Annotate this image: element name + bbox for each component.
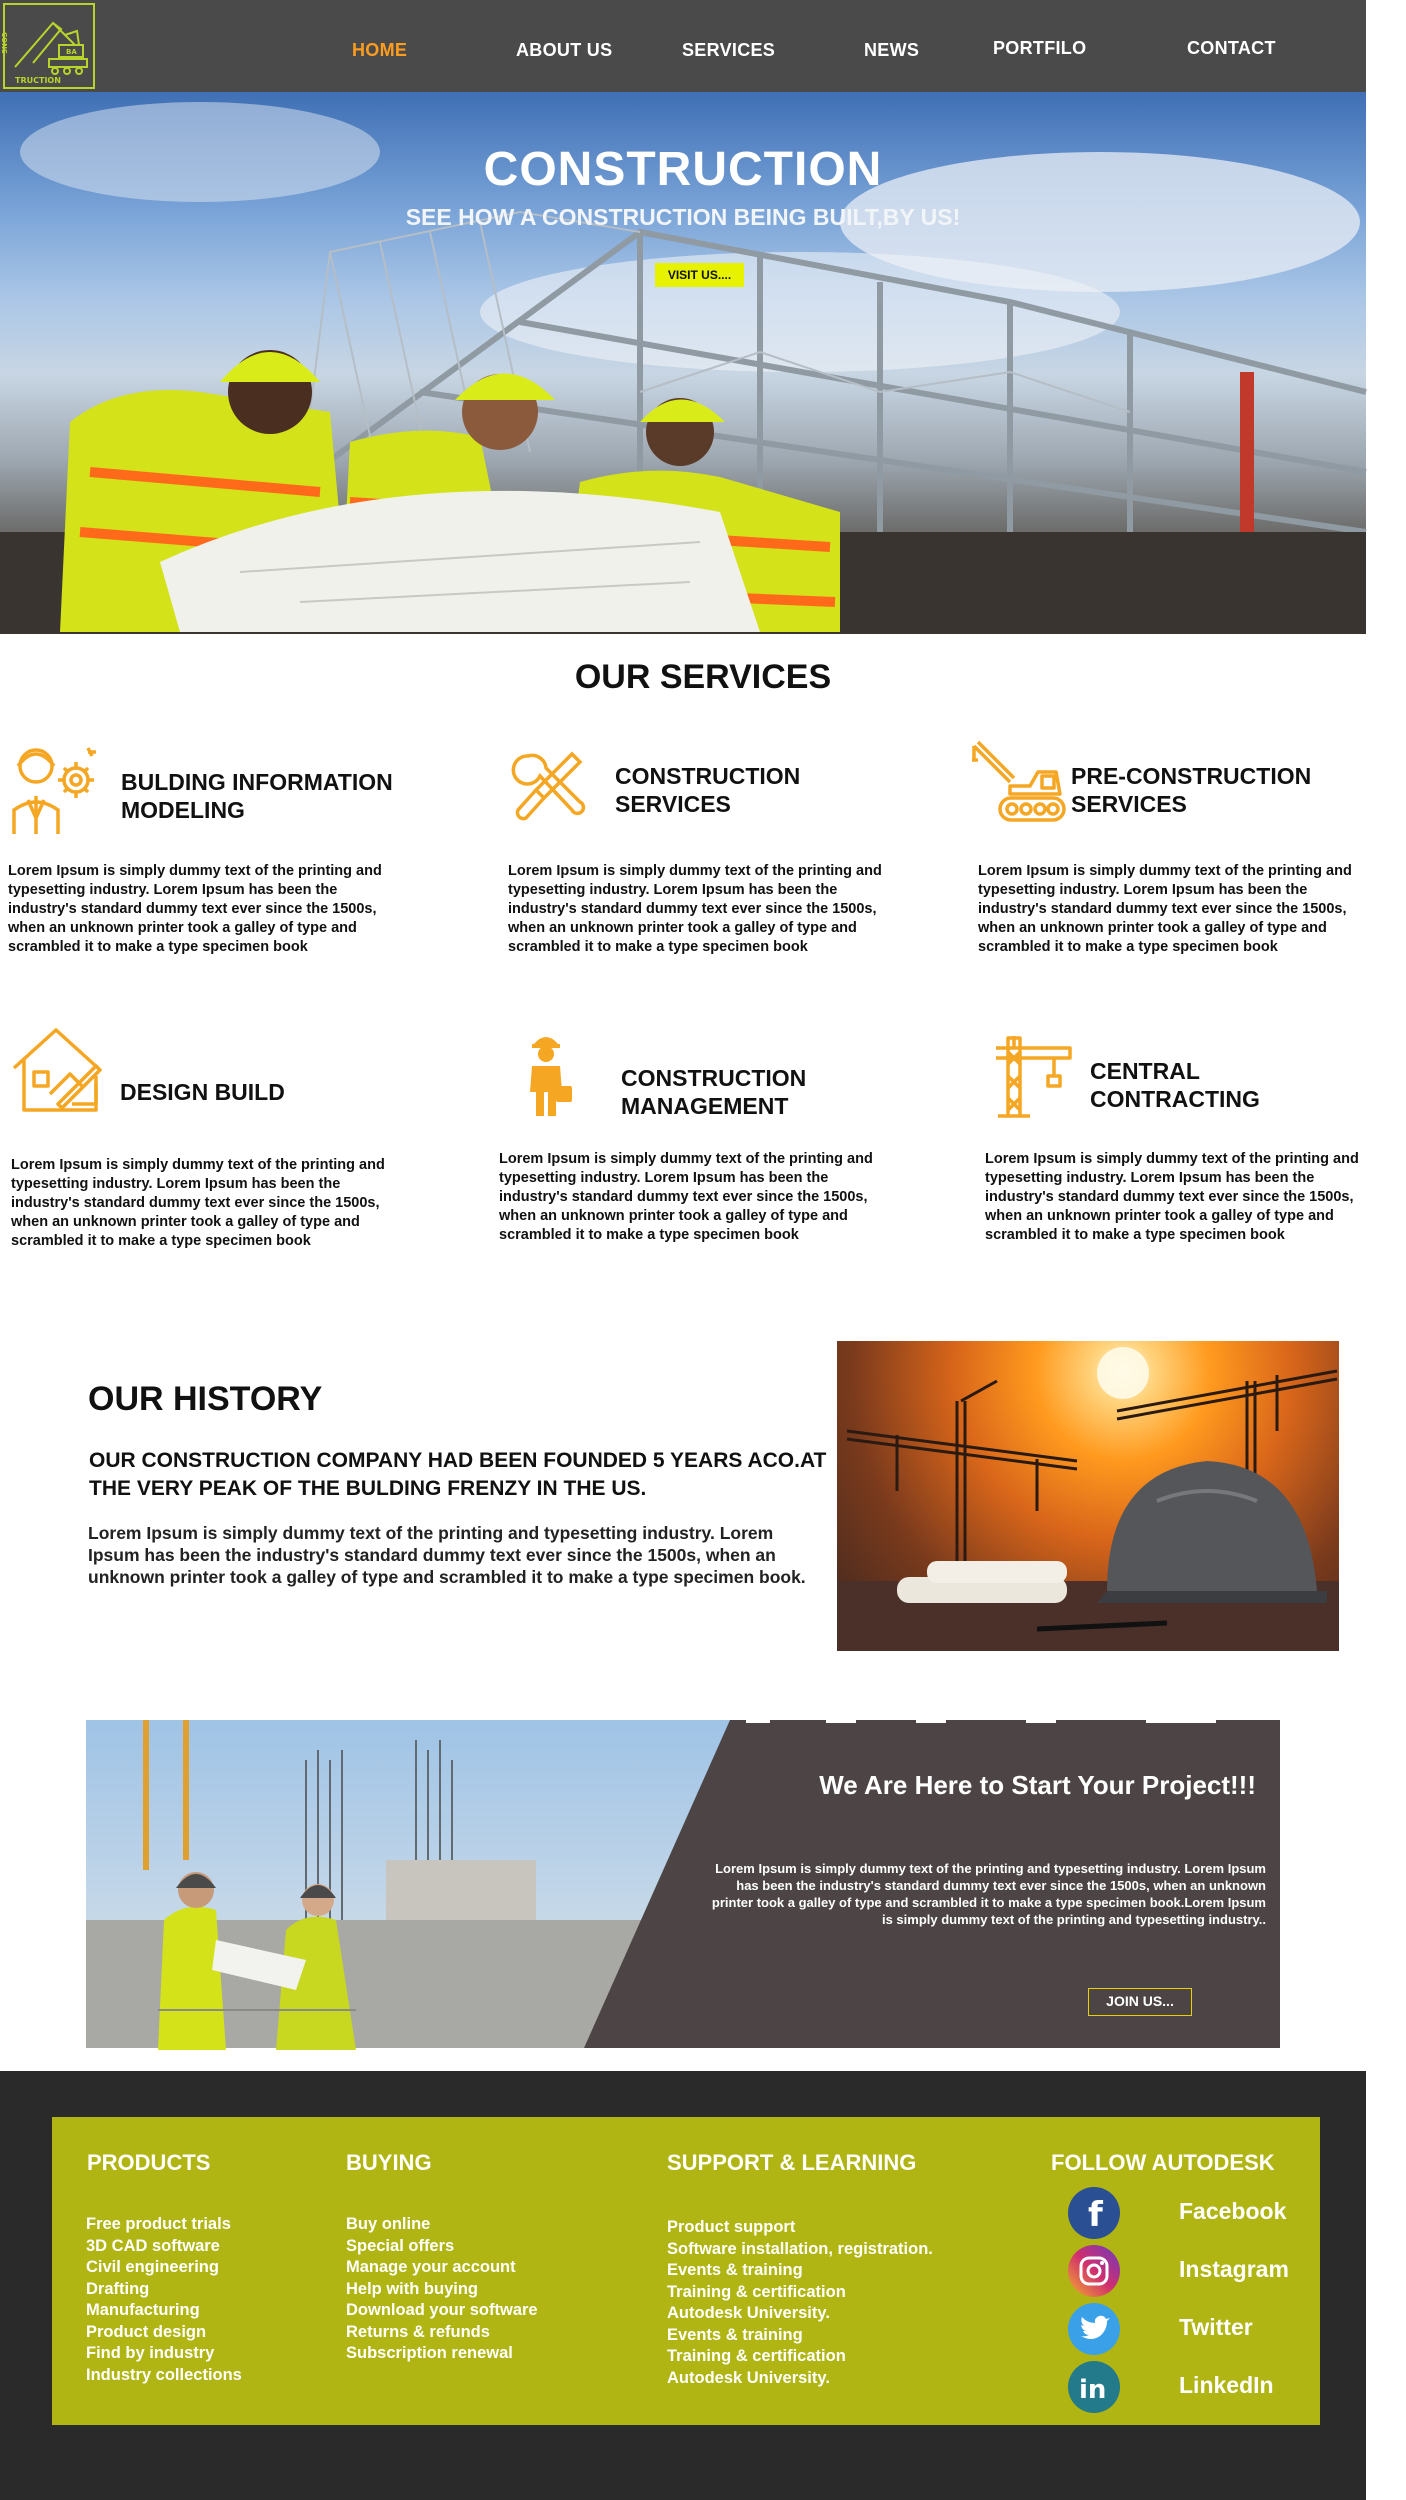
company-logo[interactable] bbox=[0, 3, 95, 89]
footer-link[interactable]: Drafting bbox=[86, 2279, 150, 2298]
house-blueprint-icon bbox=[10, 1024, 102, 1116]
top-navigation-bar bbox=[0, 0, 1366, 92]
social-instagram-link[interactable] bbox=[1067, 2244, 1307, 2300]
footer bbox=[0, 2071, 1366, 2500]
hard-hat-sunset-image bbox=[837, 1341, 1339, 1651]
footer-link[interactable]: Returns & refunds bbox=[346, 2322, 490, 2341]
footer-products-heading: PRODUCTS bbox=[87, 2150, 211, 2175]
nav-news[interactable]: NEWS bbox=[864, 40, 920, 60]
footer-follow-heading: FOLLOW AUTODESK bbox=[1051, 2150, 1275, 2175]
footer-link[interactable]: Special offers bbox=[346, 2236, 455, 2255]
footer-link[interactable]: Autodesk University. bbox=[667, 2304, 830, 2322]
social-label: Twitter bbox=[1179, 2314, 1253, 2340]
worker-briefcase-icon bbox=[526, 1030, 574, 1118]
svg-text:in: in bbox=[1079, 2375, 1107, 2405]
footer-link[interactable]: Download your software bbox=[346, 2301, 538, 2319]
service-title-line: CONSTRUCTION bbox=[615, 763, 801, 789]
nav-portfolio[interactable]: PORTFILO bbox=[993, 38, 1087, 58]
footer-link[interactable]: Product support bbox=[667, 2218, 796, 2236]
footer-links-panel bbox=[52, 2117, 1320, 2425]
service-title-pre-construction bbox=[1071, 762, 1311, 818]
tower-crane-icon bbox=[994, 1032, 1074, 1118]
instagram-icon bbox=[1067, 2244, 1121, 2298]
service-title-bim bbox=[121, 768, 393, 824]
service-title-construction bbox=[615, 762, 800, 818]
footer-buying-list bbox=[346, 2214, 538, 2365]
crane-logo-icon bbox=[0, 5, 93, 87]
footer-products-list bbox=[86, 2214, 242, 2386]
footer-support-list bbox=[667, 2217, 933, 2389]
service-title-line: BULDING INFORMATION bbox=[121, 769, 393, 795]
footer-link[interactable]: Help with buying bbox=[346, 2279, 478, 2298]
hero-subtitle: SEE HOW A CONSTRUCTION BEING BUILT,BY US! bbox=[405, 204, 961, 230]
service-title-line: CONSTRUCTION bbox=[621, 1065, 807, 1091]
project-banner bbox=[86, 1720, 1280, 2048]
facebook-icon bbox=[1067, 2186, 1121, 2240]
footer-link[interactable]: Events & training bbox=[667, 2325, 803, 2344]
nav-home[interactable]: HOME bbox=[352, 40, 408, 60]
footer-link[interactable]: Industry collections bbox=[86, 2365, 242, 2384]
footer-link[interactable]: Training & certification bbox=[667, 2347, 846, 2365]
service-title-line: DESIGN BUILD bbox=[120, 1079, 285, 1105]
service-title-line: MANAGEMENT bbox=[621, 1093, 789, 1119]
svg-text:f: f bbox=[1088, 2195, 1103, 2235]
footer-link[interactable]: Civil engineering bbox=[86, 2258, 219, 2276]
service-title-management bbox=[621, 1064, 806, 1120]
service-title-line: PRE-CONSTRUCTION bbox=[1071, 763, 1312, 789]
footer-link[interactable]: Manufacturing bbox=[86, 2301, 200, 2319]
service-title-central-contracting bbox=[1090, 1057, 1260, 1113]
crane-truck-icon bbox=[970, 736, 1066, 832]
footer-link[interactable]: Buy online bbox=[346, 2215, 431, 2233]
footer-link[interactable]: Software installation, registration. bbox=[667, 2239, 933, 2258]
service-title-line: CENTRAL bbox=[1090, 1058, 1200, 1084]
footer-link[interactable]: Product design bbox=[86, 2322, 207, 2341]
join-us-button[interactable]: JOIN US... bbox=[1088, 1988, 1192, 2016]
service-description: Lorem Ipsum is simply dummy text of the printing and typesetting industry. Lorem Ipsum has been the industry's standard dummy text ever since the 1500s, when an unknown printer took a galley of type and scrambled it to make a type specimen book bbox=[978, 863, 1352, 955]
history-heading: OUR HISTORY bbox=[88, 1380, 323, 1418]
social-label: LinkedIn bbox=[1179, 2372, 1274, 2398]
footer-link[interactable]: Free product trials bbox=[86, 2215, 231, 2233]
history-body-text: Lorem Ipsum is simply dummy text of the printing and typesetting industry. Lorem Ipsum has been the industry's standard dummy text ever since the 1500s, when an unknown printer took a galley of type and scrambled it to make a type specimen book. bbox=[88, 1523, 806, 1587]
footer-link[interactable]: 3D CAD software bbox=[86, 2236, 220, 2255]
logo-text: TRUCTION bbox=[15, 76, 61, 85]
engineer-gear-icon bbox=[6, 738, 102, 838]
service-title-design-build bbox=[120, 1078, 285, 1106]
service-description: Lorem Ipsum is simply dummy text of the printing and typesetting industry. Lorem Ipsum has been the industry's standard dummy text ever since the 1500s, when an unknown printer took a galley of type and scrambled it to make a type specimen book bbox=[499, 1151, 873, 1243]
footer-support-heading: SUPPORT & LEARNING bbox=[667, 2150, 917, 2175]
hero-title: CONSTRUCTION bbox=[483, 143, 883, 196]
svg-text:BA: BA bbox=[66, 48, 77, 56]
footer-link[interactable]: Training & certification bbox=[667, 2282, 846, 2301]
service-description: Lorem Ipsum is simply dummy text of the printing and typesetting industry. Lorem Ipsum has been the industry's standard dummy text ever since the 1500s, when an unknown printer took a galley of type and scrambled it to make a type specimen book bbox=[11, 1157, 385, 1249]
footer-buying-heading: BUYING bbox=[346, 2150, 432, 2175]
nav-contact[interactable]: CONTACT bbox=[1187, 38, 1276, 58]
service-title-line: MODELING bbox=[121, 797, 245, 823]
social-label: Instagram bbox=[1179, 2256, 1289, 2282]
services-heading: OUR SERVICES bbox=[574, 658, 832, 696]
history-image bbox=[837, 1341, 1339, 1651]
nav-about-us[interactable]: ABOUT US bbox=[516, 40, 613, 60]
service-title-line: CONTRACTING bbox=[1090, 1086, 1260, 1112]
social-facebook-link[interactable] bbox=[1067, 2186, 1307, 2242]
hero-banner bbox=[0, 92, 1366, 634]
footer-link[interactable]: Events & training bbox=[667, 2261, 803, 2279]
footer-link[interactable]: Subscription renewal bbox=[346, 2344, 513, 2362]
social-label: Facebook bbox=[1179, 2198, 1287, 2224]
wrench-screwdriver-icon bbox=[510, 748, 586, 828]
service-title-line: SERVICES bbox=[615, 791, 731, 817]
social-twitter-link[interactable] bbox=[1067, 2302, 1307, 2358]
footer-link[interactable]: Autodesk University. bbox=[667, 2368, 830, 2387]
service-description: Lorem Ipsum is simply dummy text of the printing and typesetting industry. Lorem Ipsum has been the industry's standard dummy text ever since the 1500s, when an unknown printer took a galley of type and scrambled it to make a type specimen book bbox=[985, 1151, 1359, 1243]
service-description: Lorem Ipsum is simply dummy text of the printing and typesetting industry. Lorem Ipsum has been the industry's standard dummy text ever since the 1500s, when an unknown printer took a galley of type and scrambled it to make a type specimen book bbox=[8, 863, 382, 955]
footer-link[interactable]: Manage your account bbox=[346, 2258, 516, 2276]
project-description: Lorem Ipsum is simply dummy text of the printing and typesetting industry. Lorem Ipsum has been the industry's standard dummy text ever since the 1500s, when an unknown printer took a galley of type and scrambled it to make a type specimen book.Lorem Ipsum is simply dummy text of the printing and typesetting industry.. bbox=[711, 1861, 1266, 1927]
project-heading: We Are Here to Start Your Project!!! bbox=[819, 1770, 1256, 1800]
visit-us-button[interactable]: VISIT US.... bbox=[655, 263, 744, 287]
twitter-icon bbox=[1067, 2302, 1121, 2356]
footer-link[interactable]: Find by industry bbox=[86, 2344, 215, 2362]
svg-text:CONS: CONS bbox=[0, 32, 8, 54]
nav-services[interactable]: SERVICES bbox=[682, 40, 776, 60]
history-subtitle: OUR CONSTRUCTION COMPANY HAD BEEN FOUNDED 5 YEARS ACO.AT THE VERY PEAK OF THE BULDING FRENZY IN THE US. bbox=[89, 1449, 827, 1500]
service-title-line: SERVICES bbox=[1071, 791, 1187, 817]
service-description: Lorem Ipsum is simply dummy text of the printing and typesetting industry. Lorem Ipsum has been the industry's standard dummy text ever since the 1500s, when an unknown printer took a galley of type and scrambled it to make a type specimen book bbox=[508, 863, 882, 955]
social-linkedin-link[interactable] bbox=[1067, 2360, 1307, 2416]
linkedin-icon bbox=[1067, 2360, 1121, 2414]
